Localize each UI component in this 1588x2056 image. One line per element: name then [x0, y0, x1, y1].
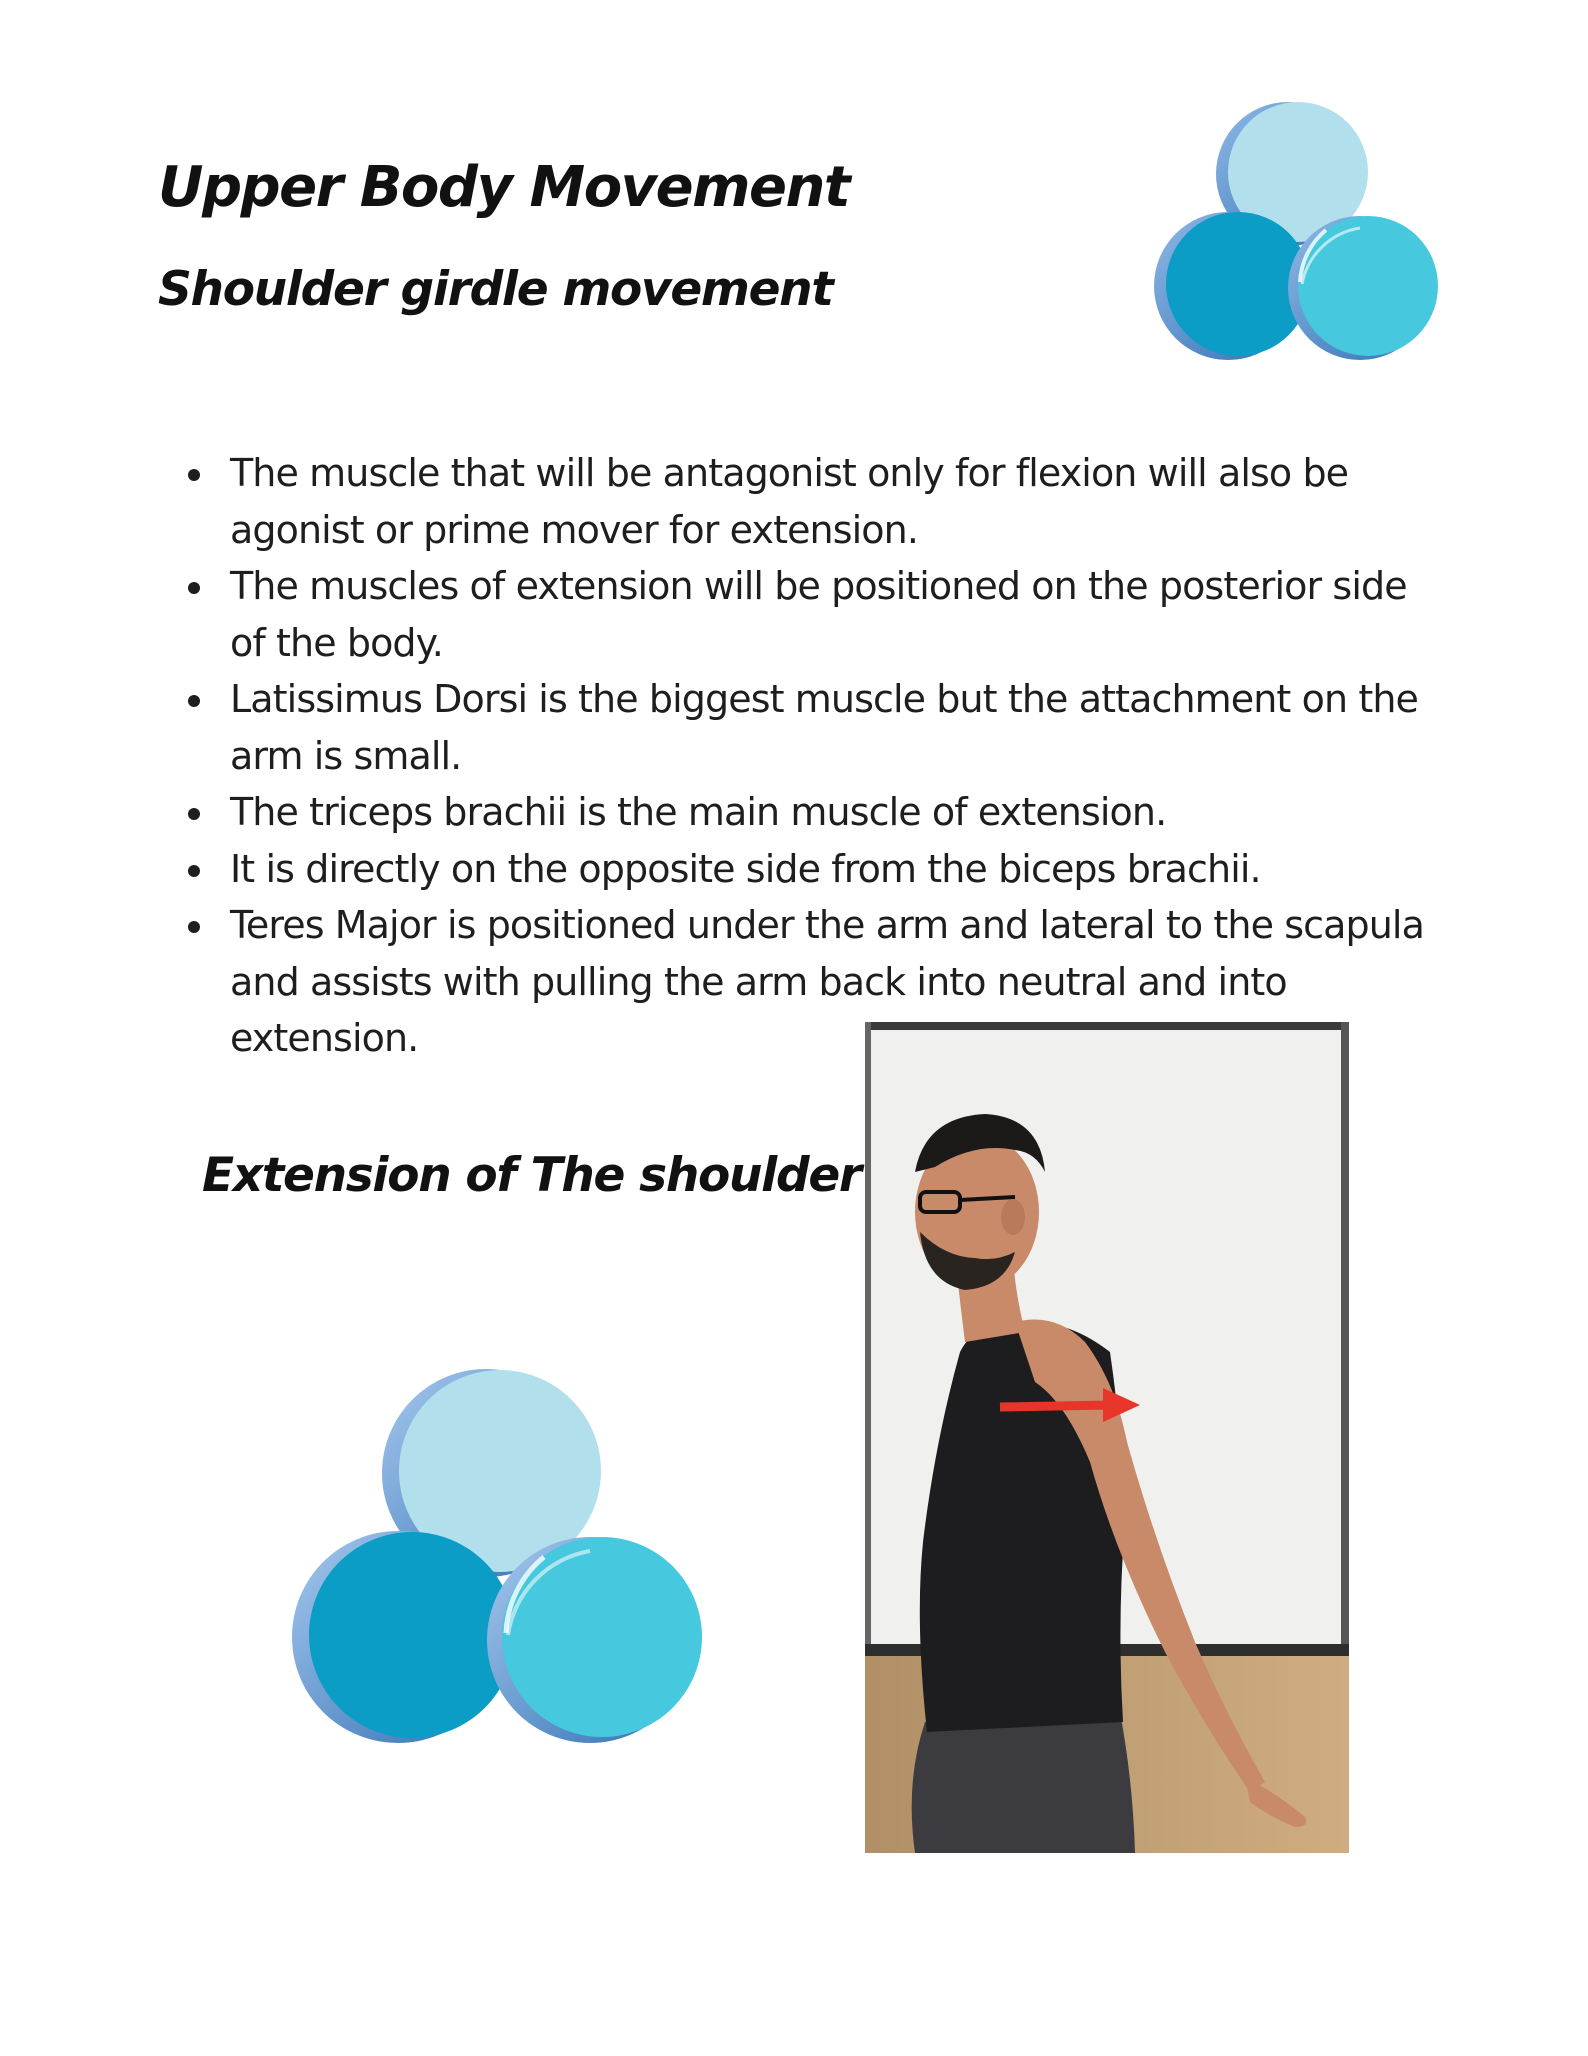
bullet-dot: [188, 921, 200, 933]
page-title: Upper Body Movement: [158, 155, 850, 220]
shoulder-extension-photo: [865, 1022, 1349, 1853]
bullet-text: Teres Major is positioned under the arm and lateral to the scapula and assists with pulling the arm back into neutral and into extension.: [230, 903, 1424, 1060]
list-item: [180, 784, 1440, 841]
list-item: [180, 558, 1440, 671]
bullet-dot: [188, 695, 200, 707]
bullet-list: [180, 445, 1440, 1067]
section-heading: Extension of The shoulder: [202, 1148, 861, 1203]
list-item: [180, 841, 1440, 898]
bullet-dot: [188, 808, 200, 820]
page-subtitle: Shoulder girdle movement: [158, 262, 833, 317]
bullet-dot: [188, 469, 200, 481]
bullet-text: It is directly on the opposite side from the biceps brachii.: [230, 846, 1261, 891]
bullet-text: Latissimus Dorsi is the biggest muscle but the attachment on the arm is small.: [230, 677, 1418, 778]
bullet-text: The triceps brachii is the main muscle of extension.: [230, 790, 1167, 834]
three-circles-logo-icon: [290, 1365, 710, 1760]
list-item: [180, 445, 1440, 558]
bullet-dot: [188, 582, 200, 594]
bullet-text: The muscle that will be antagonist only for flexion will also be agonist or prime mover for extension.: [230, 451, 1349, 552]
three-circles-logo-icon: [1150, 100, 1440, 370]
bullet-text: The muscles of extension will be positioned on the posterior side of the body.: [230, 564, 1407, 665]
bullet-dot: [188, 865, 200, 877]
list-item: [180, 671, 1440, 784]
